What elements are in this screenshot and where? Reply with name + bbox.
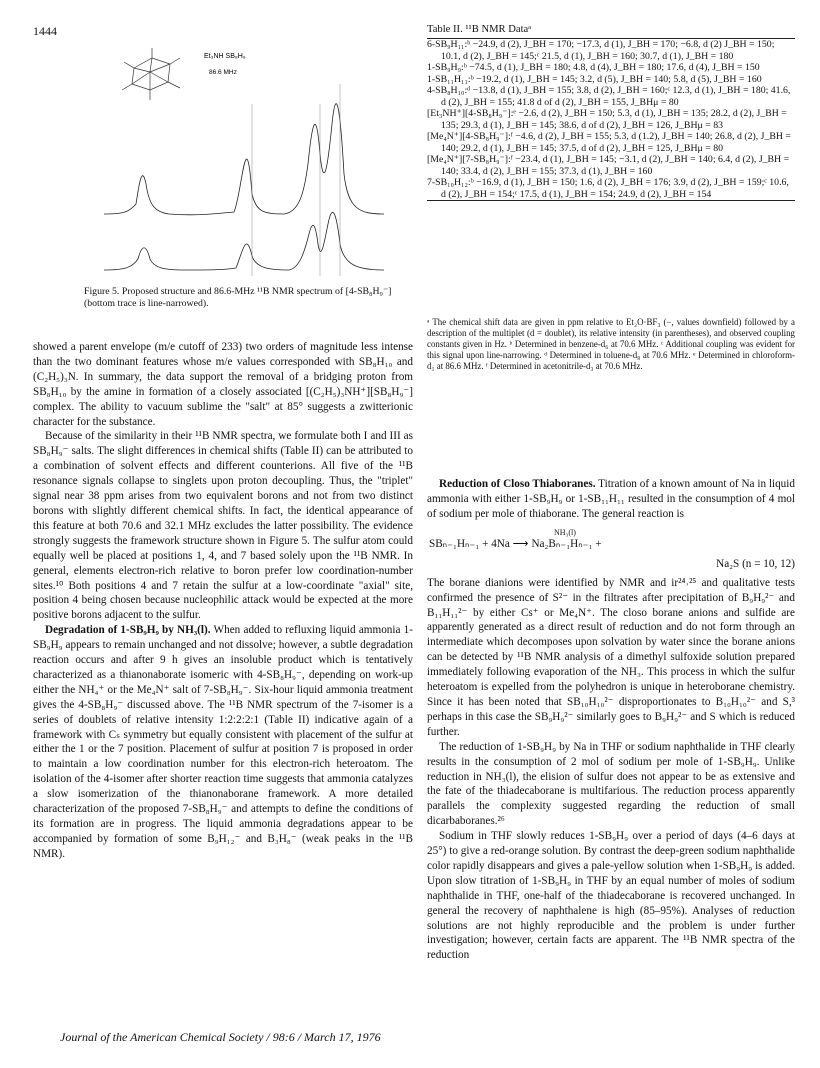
- right-paragraph-2: The borane dianions were identified by NMR and ir²⁴˒²⁵ and qualitative tests confirmed the presence of S²⁻ in the filtrates after precipitation of B₉H₉²⁻ and B₁₁H₁₁²⁻ by either Cs⁺ or Me₄N⁺. The closo borane anions and sulfide are apparently generated as a direct result of reduction and do not form through an intermediate which decomposes upon solvation by water since the borane anions can be detected by ¹¹B NMR analysis of a dimethyl sulfoxide solution prepared immediately following evaporation of the NH₃. This process in which the sulfur heteroatom is expelled from the polyhedron is unique in heteroborane chemistry. Since it has been noted that SB₁₀H₁₀²⁻ disproportionates to B₁₀H₁₀²⁻ and S,³ perhaps in this case the SB₉H₉²⁻ similarly goes to B₉H₉²⁻ and S which is reduced further.: [427, 576, 795, 738]
- equation-left: SBₙ₋₁Hₙ₋₁ + 4Na ⟶ Na₂Bₙ₋₁Hₙ₋₁ +: [429, 537, 602, 550]
- left-column: [33, 340, 413, 862]
- right-paragraph-1-text: Titration of a known amount of Na in liquid ammonia with either 1-SB₉H₉ or 1-SB₁₁H₁₁ resulted in the consumption of 4 mol of sodium per mole of thiaborane. The general reaction is: [427, 478, 795, 520]
- table-row: [Me₄N⁺][4-SB₈H₉⁻]:ᶠ −4.6, d (2), J_BH = 155; 5.3, d (1.2), J_BH = 140; 26.8, d (2), J_BH = 140; 29.2, d (1), J_BH = 145; 37.5, d of d (2), J_BH = 125, J_BHμ = 80: [427, 131, 791, 154]
- left-paragraph-2: Because of the similarity in their ¹¹B NMR spectra, we formulate both I and III as SB₈H₉⁻ salts. The slight differences in chemical shifts (Table II) can be attributed to a combination of solvent effects and different counterions. All five of the ¹¹B resonance signals collapse to singlets upon proton decoupling. Thus, the "triplet" signal near 38 ppm arises from two equivalent borons and not from two distinct borons with slightly different chemical shifts. In fact, the identical appearance of this feature at both 70.6 and 32.1 MHz excludes the latter possibility. The evidence strongly suggests the framework structure shown in Figure 5. The sulfur atom could equally well be placed at positions 1, 4, and 7 based solely upon the ¹¹B NMR. In general, elements electron-rich relative to boron prefer low coordination-number sites.¹⁰ Both positions 4 and 7 retain the sulfur at a low-coordinate "axial" site, position 4 being chosen because nucleophilic attack would be expected at the more positive borons adjacent to the sulfur.: [33, 430, 413, 622]
- table-row: 7-SB₁₀H₁₂:ᵇ −16.9, d (1), J_BH = 150; 1.6, d (2), J_BH = 176; 3.9, d (2), J_BH = 159;ᶜ 10.6, d (2), J_BH = 154;ᶜ 17.5, d (1), J_BH = 154; 24.9, d (2), J_BH = 154: [427, 177, 789, 200]
- reaction-equation: [427, 526, 795, 574]
- table-title: Table II. ¹¹B NMR Dataᵃ: [427, 24, 532, 35]
- table-row: 1-SB₁₁H₁₁:ᵇ −19.2, d (1), J_BH = 145; 3.2, d (5), J_BH = 140; 5.8, d (5), J_BH = 160: [427, 73, 762, 85]
- table-row: 1-SB₉H₉:ᵇ −74.5, d (1), J_BH = 180; 4.8, d (4), J_BH = 180; 17.6, d (4), J_BH = 150: [427, 62, 760, 73]
- page-number: 1444: [33, 24, 57, 38]
- figure-frequency-label: 86.6 MHz: [209, 69, 237, 76]
- figure-caption: Figure 5. Proposed structure and 86.6-MHz ¹¹B NMR spectrum of [4-SB₈H₉⁻] (bottom trace is line-narrowed).: [84, 286, 392, 309]
- table-footnote: ᵃ The chemical shift data are given in ppm relative to Et₂O·BF₃ (−, values downfield) followed by a description of the multiplet (d = doublet), its relative intensity (in parentheses), and observed coupling constants given in Hz. ᵇ Determined in benzene-d₆ at 70.6 MHz. ᶜ Additional coupling was evident for this signal upon line-narrowing. ᵈ Determined in toluene-d₈ at 70.6 MHz. ᵉ Determined in chloroform-d₁ at 86.6 MHz. ᶠ Determined in acetonitrile-d₃ at 70.6 MHz.: [427, 317, 795, 371]
- table-row: [Et₃NH⁺][4-SB₈H₉⁻]:ᵉ −2.6, d (2), J_BH = 150; 5.3, d (1), J_BH = 135; 28.2, d (2), J_BH = 135; 29.3, d (1), J_BH = 145; 38.6, d of d (2), J_BH = 126, J_BHμ = 83: [427, 108, 787, 131]
- right-paragraph-4: Sodium in THF slowly reduces 1-SB₉H₉ over a period of days (4–6 days at 25°) to give a red-orange solution. By contrast the deep-green sodium naphthalide color rapidly disappears and gives a pale-yellow solution when 1-SB₉H₉ is added. Upon slow titration of 1-SB₉H₉ in THF by an equal number of moles of sodium naphthalide in THF, one-half of the thiadecaborane is recovered unchanged. In general the recovery of naphthalene is high (85–95%). Analyses of reduction solutions are not highly reproducible and the problem is under further investigation; however, certain facts are apparent. The ¹¹B NMR spectra of the reduction: [427, 830, 795, 962]
- left-paragraph-3-text: When added to refluxing liquid ammonia 1-SB₉H₉ appears to remain unchanged and not dissolve; however, a subtle degradation reaction occurs and after 9 h gives an insoluble product which is tentatively characterized as a thianonaborate isomeric with 4-SB₈H₉⁻, depending on work-up either the NH₄⁺ or the Me₄N⁺ salt of 7-SB₈H₉⁻. Six-hour liquid ammonia treatment gives the 4-SB₈H₉⁻ discussed above. The ¹¹B NMR spectrum of the 7-isomer is a series of doublets of relative intensity 1:2:2:2:1 (Table II) indicative again of a framework with Cₛ symmetry but equally consistent with placement of the sulfur at either the 1 or the 7 position. Placement of sulfur at position 7 is proposed in order to maintain a low coordination number for this electron-rich heteroatom. The isolation of the 4-isomer after shorter reaction time suggests that ammonia catalyzes a slow isomerization of the thianonaborane framework. A more detailed characterization of the proposed 7-SB₈H₉⁻ and attempts to define the conditions of its formation are in progress. The liquid ammonia degradations appear to be accompanied by formation of some B₉H₁₂⁻ and B₃H₈⁻ (weak peaks in the ¹¹B NMR).: [33, 624, 413, 860]
- equation-right: Na₂S (n = 10, 12): [716, 557, 795, 570]
- equation-condition: NH₃(l): [554, 527, 576, 537]
- table-row: [Me₄N⁺][7-SB₈H₉⁻]:ᶠ −23.4, d (1), J_BH = 145; −3.1, d (2), J_BH = 140; 6.4, d (2), J_BH = 140; 33.4, d (2), J_BH = 155; 37.3, d (1), J_BH = 160: [427, 154, 790, 177]
- figure-compound-label: Et₃NH SB₈H₉: [204, 53, 246, 60]
- nmr-spectrum-figure: [84, 44, 406, 280]
- right-paragraph-3: The reduction of 1-SB₉H₉ by Na in THF or sodium naphthalide in THF clearly results in the consumption of 2 mol of sodium per mole of 1-SB₉H₉. Unlike reduction in NH₃(l), the elision of sulfur does not appear to be as extensive and the fate of the thiadecaborane is multifarious. The reduction process apparently parallels the complexity suggested regarding the reduction of small dicarbaboranes.²⁶: [427, 740, 795, 828]
- nmr-data-table: [427, 38, 795, 201]
- section-heading-degradation: Degradation of 1-SB₉H₉ by NH₃(l).: [45, 624, 211, 637]
- section-heading-reduction: Reduction of Closo Thiaboranes.: [439, 478, 596, 490]
- table-row: 4-SB₈H₁₀:ᵈ −13.8, d (1), J_BH = 155; 3.8, d (2), J_BH = 160;ᶜ 12.3, d (1), J_BH = 180; 41.6, d (2), J_BH = 155; 41.8 d of d (2), J_BH = 155, J_BHμ = 80: [427, 85, 791, 108]
- right-paragraph-1: [427, 477, 795, 522]
- right-column: [427, 477, 795, 963]
- table-row: 6-SB₉H₁₁:ᵇ −24.9, d (2), J_BH = 170; −17.3, d (1), J_BH = 170; −6.8, d (2) J_BH = 150; 10.1, d (2), J_BH = 145;ᶜ 21.5, d (1), J_BH = 160; 30.7, d (1), J_BH = 180: [427, 39, 775, 62]
- journal-footer: Journal of the American Chemical Society / 98:6 / March 17, 1976: [60, 1030, 381, 1044]
- left-paragraph-3: [33, 623, 413, 862]
- left-paragraph-1: showed a parent envelope (m/e cutoff of 233) two orders of magnitude less intense than the two dominant features whose m/e values corresponded with SB₈H₁₀ and (C₂H₅)₃N. In summary, the data support the removal of a bridging proton from SB₈H₁₀ by the amine in formation of a closely associated [(C₂H₅)₃NH⁺][SB₈H₉⁻] complex. The ability to vacuum sublime the "salt" at 85° suggests a zwitterionic character for the substance.: [33, 341, 413, 428]
